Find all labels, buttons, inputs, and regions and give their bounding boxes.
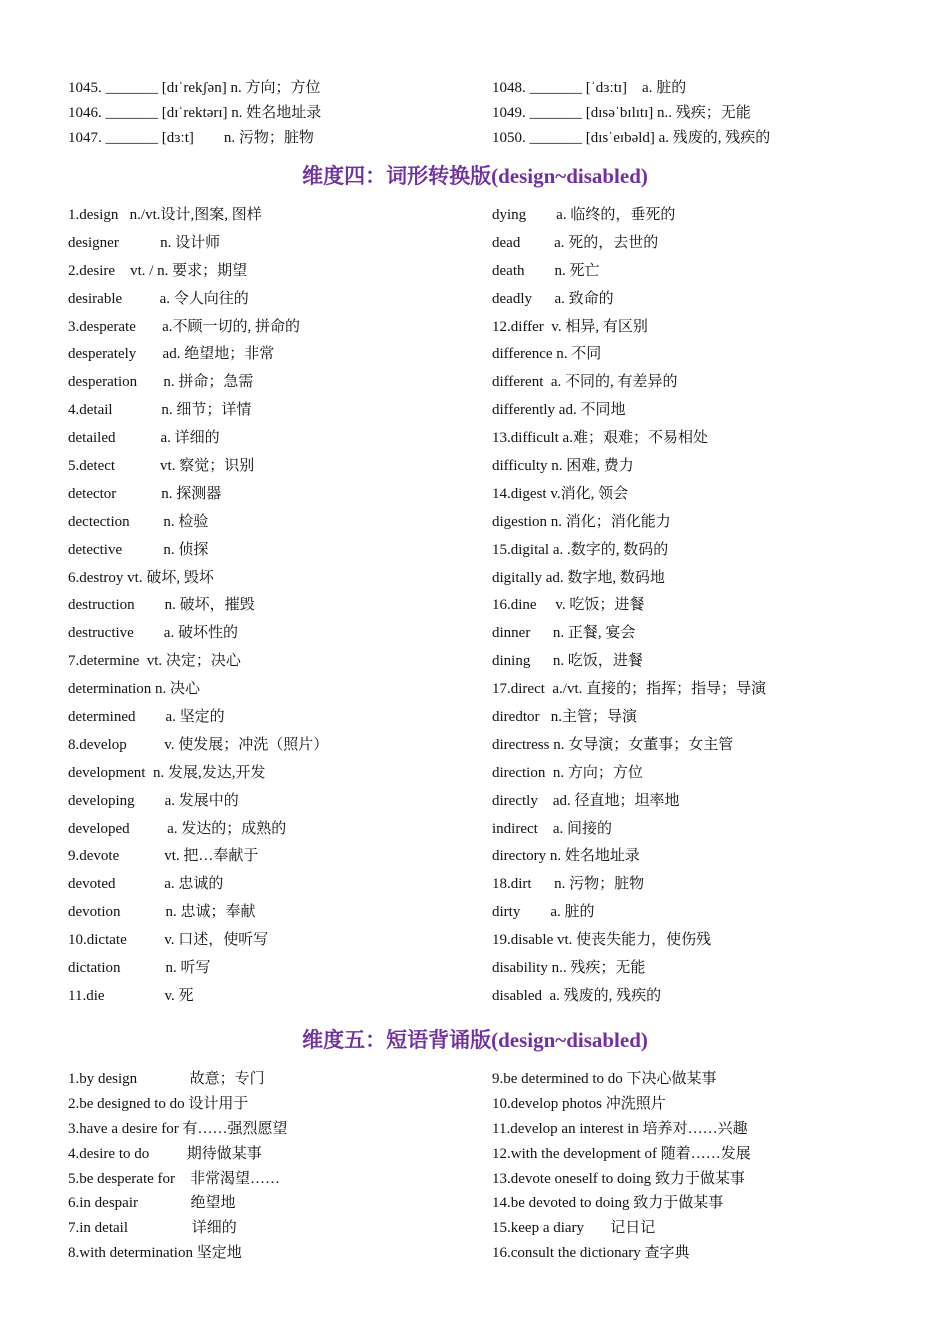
word-form-entry	[68, 676, 478, 704]
word-form-entry	[68, 537, 478, 565]
word-form-entry-text: devotion n. 忠诚；奉献	[68, 904, 256, 921]
word-form-entry-text: 16.dine v. 吃饭；进餐	[492, 597, 645, 614]
word-form-entry-text: deadly a. 致命的	[492, 290, 614, 307]
phrase-entry	[492, 1092, 872, 1117]
word-form-entry-text: 14.digest v.消化, 领会	[492, 485, 629, 502]
word-form-entry	[492, 871, 872, 899]
word-form-entry-text: dying a. 临终的，垂死的	[492, 207, 676, 223]
phrase-entry-text: 2.be designed to do 设计用于	[68, 1095, 249, 1112]
word-form-entry-text: directory n. 姓名地址录	[492, 848, 640, 865]
word-form-entry-text: direction n. 方向；方位	[492, 764, 643, 781]
phrase-entry-text: 12.with the development of 随着……发展	[492, 1145, 751, 1162]
vocab-entry: 1046. _______ [dɪˈrektərɪ] n. 姓名地址录	[68, 105, 322, 121]
vocab-entry: 1047. _______ [dɜːt] n. 污物；脏物	[68, 130, 314, 146]
section4-left-column	[68, 202, 478, 1011]
phrase-entry-text: 3.have a desire for 有……强烈愿望	[68, 1120, 288, 1137]
word-form-entry	[492, 788, 872, 816]
word-form-entry-text: digestion n. 消化；消化能力	[492, 513, 671, 530]
word-form-entry-text: digitally ad. 数字地, 数码地	[492, 569, 665, 586]
word-form-entry	[492, 760, 872, 788]
phrase-entry	[68, 1067, 478, 1092]
word-form-entry	[68, 816, 478, 844]
section4-right-column	[492, 202, 872, 1011]
phrase-entry	[68, 1216, 478, 1241]
word-form-entry	[68, 760, 478, 788]
word-form-entry-text: difference n. 不同	[492, 346, 602, 363]
phrase-entry	[68, 1191, 478, 1216]
word-form-entry	[492, 369, 872, 397]
word-form-entry	[492, 509, 872, 537]
phrase-entry-text: 14.be devoted to doing 致力于做某事	[492, 1195, 724, 1212]
word-form-entry-text: 9.devote vt. 把…奉献于	[68, 848, 259, 865]
word-form-entry	[492, 983, 872, 1011]
vocab-top-right-column	[492, 76, 872, 151]
phrase-entry	[492, 1067, 872, 1092]
section5-right-column	[492, 1067, 872, 1266]
word-form-entry	[68, 258, 478, 286]
word-form-entry	[68, 648, 478, 676]
word-form-entry-text: death n. 死亡	[492, 262, 600, 279]
section5-left-column	[68, 1067, 478, 1266]
word-form-entry-text: determined a. 坚定的	[68, 709, 225, 726]
word-form-entry-text: directly ad. 径直地；坦率地	[492, 792, 680, 809]
phrase-entry	[492, 1142, 872, 1167]
word-form-entry-text: 12.differ v. 相异, 有区别	[492, 318, 648, 335]
word-form-entry	[492, 230, 872, 258]
phrase-entry-text: 16.consult the dictionary 查字典	[492, 1245, 690, 1262]
word-form-entry-text: 18.dirt n. 污物；脏物	[492, 876, 645, 893]
word-form-entry-text: 7.determine vt. 决定；决心	[68, 653, 241, 670]
word-form-entry-text: dinner n. 正餐, 宴会	[492, 625, 636, 642]
word-form-entry-text: disability n.. 残疾；无能	[492, 960, 646, 977]
section4-heading: 维度四：词形转换版(design~disabled)	[302, 164, 648, 188]
word-form-entry-text: difficulty n. 困难, 费力	[492, 458, 634, 475]
phrase-entry	[68, 1142, 478, 1167]
word-form-entry-text: indirect a. 间接的	[492, 820, 612, 837]
word-form-entry	[492, 648, 872, 676]
word-form-entry-text: destructive a. 破坏性的	[68, 625, 238, 642]
word-form-entry-text: desperation n. 拼命；急需	[68, 374, 254, 391]
word-form-entry-text: different a. 不同的, 有差异的	[492, 374, 678, 391]
phrase-entry-text: 11.develop an interest in 培养对……兴趣	[492, 1120, 748, 1137]
phrase-entry-text: 5.be desperate for 非常渴望……	[68, 1170, 281, 1187]
word-form-entry	[492, 565, 872, 593]
word-form-entry	[492, 676, 872, 704]
word-form-entry	[68, 314, 478, 342]
word-form-entry-text: 8.develop v. 使发展；冲洗（照片）	[68, 736, 329, 753]
phrase-entry-text: 6.in despair 绝望地	[68, 1195, 236, 1212]
word-form-entry	[68, 481, 478, 509]
word-form-entry-text: desirable a. 令人向往的	[68, 290, 249, 307]
word-form-entry	[68, 983, 478, 1011]
word-form-entry	[492, 955, 872, 983]
word-form-entry	[492, 620, 872, 648]
phrase-entry-text: 10.develop photos 冲洗照片	[492, 1095, 666, 1112]
word-form-entry-text: 11.die v. 死	[68, 987, 194, 1004]
word-form-entry	[68, 899, 478, 927]
word-form-entry	[492, 202, 872, 230]
word-form-entry	[492, 258, 872, 286]
word-form-entry-text: dirty a. 脏的	[492, 904, 595, 921]
word-form-entry-text: 15.digital a. .数字的, 数码的	[492, 541, 669, 558]
word-form-entry	[68, 955, 478, 983]
phrase-entry	[68, 1092, 478, 1117]
phrase-entry-text: 7.in detail 详细的	[68, 1220, 237, 1237]
word-form-entry	[492, 899, 872, 927]
word-form-entry	[68, 230, 478, 258]
vocab-entry: 1049. _______ [dɪsəˈbɪlɪtɪ] n.. 残疾；无能	[492, 105, 751, 121]
word-form-entry	[68, 425, 478, 453]
word-form-entry	[68, 341, 478, 369]
word-form-entry-text: diredtor n.主管；导演	[492, 709, 637, 726]
word-form-entry-text: detailed a. 详细的	[68, 430, 220, 447]
word-form-entry-text: 13.difficult a.难；艰难；不易相处	[492, 430, 708, 447]
word-form-entry	[492, 592, 872, 620]
word-form-entry-text: destruction n. 破坏，摧毁	[68, 597, 255, 614]
word-form-entry	[492, 314, 872, 342]
word-form-entry-text: dead a. 死的，去世的	[492, 234, 659, 251]
word-form-entry	[68, 732, 478, 760]
word-form-entry	[492, 816, 872, 844]
section5-heading: 维度五：短语背诵版(design~disabled)	[302, 1028, 648, 1052]
phrase-entry	[68, 1241, 478, 1266]
word-form-entry-text: 17.direct a./vt. 直接的；指挥；指导；导演	[492, 681, 767, 698]
phrase-entry	[492, 1167, 872, 1192]
word-form-entry	[68, 397, 478, 425]
word-form-entry-text: 6.destroy vt. 破坏, 毁坏	[68, 569, 214, 586]
phrase-entry	[492, 1117, 872, 1142]
word-form-entry-text: 3.desperate a.不顾一切的, 拼命的	[68, 318, 301, 335]
word-form-entry-text: developed a. 发达的；成熟的	[68, 820, 287, 837]
word-form-entry	[68, 565, 478, 593]
word-form-entry	[68, 592, 478, 620]
word-form-entry	[68, 453, 478, 481]
word-form-entry-text: desperately ad. 绝望地；非常	[68, 346, 275, 363]
word-form-entry-text: dectection n. 检验	[68, 513, 209, 530]
phrase-entry-text: 8.with determination 坚定地	[68, 1245, 242, 1262]
word-form-entry	[492, 286, 872, 314]
word-form-entry-text: disabled a. 残废的, 残疾的	[492, 987, 662, 1004]
word-form-entry	[492, 732, 872, 760]
phrase-entry	[492, 1191, 872, 1216]
word-form-entry	[68, 620, 478, 648]
word-form-entry-text: designer n. 设计师	[68, 234, 221, 251]
word-form-entry	[492, 843, 872, 871]
phrase-entry-text: 15.keep a diary 记日记	[492, 1220, 656, 1237]
phrase-entry-text: 9.be determined to do 下决心做某事	[492, 1071, 717, 1087]
word-form-entry-text: devoted a. 忠诚的	[68, 876, 224, 893]
word-form-entry-text: detective n. 侦探	[68, 541, 209, 558]
phrase-entry	[492, 1216, 872, 1241]
word-form-entry	[68, 927, 478, 955]
word-form-entry	[492, 537, 872, 565]
word-form-entry	[492, 453, 872, 481]
word-form-entry-text: directress n. 女导演；女董事；女主管	[492, 736, 734, 753]
word-form-entry-text: 19.disable vt. 使丧失能力，使伤残	[492, 932, 712, 949]
vocab-entry: 1050. _______ [dɪsˈeɪbəld] a. 残废的, 残疾的	[492, 130, 771, 146]
word-form-entry-text: determination n. 决心	[68, 681, 201, 698]
word-form-entry	[492, 927, 872, 955]
vocab-entry: 1048. _______ [ˈdɜːtɪ] a. 脏的	[492, 80, 687, 96]
word-form-entry-text: 5.detect vt. 察觉；识别	[68, 458, 255, 475]
word-form-entry-text: development n. 发展,发达,开发	[68, 764, 266, 781]
word-form-entry	[68, 788, 478, 816]
word-form-entry-text: 4.detail n. 细节；详情	[68, 402, 252, 419]
phrase-entry	[68, 1167, 478, 1192]
word-form-entry	[492, 481, 872, 509]
phrase-entry-text: 1.by design 故意；专门	[68, 1071, 265, 1087]
vocab-entry: 1045. _______ [dɪˈrekʃən] n. 方向；方位	[68, 80, 321, 96]
word-form-entry-text: detector n. 探测器	[68, 485, 222, 502]
word-form-entry-text: 1.design n./vt.设计,图案, 图样	[68, 207, 262, 223]
word-form-entry	[68, 509, 478, 537]
phrase-entry-text: 4.desire to do 期待做某事	[68, 1145, 262, 1162]
word-form-entry	[68, 202, 478, 230]
word-form-entry-text: developing a. 发展中的	[68, 792, 239, 809]
word-form-entry	[492, 704, 872, 732]
word-form-entry	[492, 397, 872, 425]
word-form-entry-text: dictation n. 听写	[68, 960, 211, 977]
word-form-entry-text: 2.desire vt. / n. 要求；期望	[68, 262, 248, 279]
word-form-entry	[68, 704, 478, 732]
word-form-entry	[68, 286, 478, 314]
word-form-entry-text: 10.dictate v. 口述，使听写	[68, 932, 269, 949]
vocab-top-left-column	[68, 76, 478, 151]
word-form-entry	[68, 843, 478, 871]
word-form-entry	[492, 341, 872, 369]
word-form-entry	[492, 425, 872, 453]
word-form-entry-text: dining n. 吃饭，进餐	[492, 653, 643, 670]
word-form-entry	[68, 871, 478, 899]
phrase-entry	[492, 1241, 872, 1266]
phrase-entry	[68, 1117, 478, 1142]
phrase-entry-text: 13.devote oneself to doing 致力于做某事	[492, 1170, 745, 1187]
word-form-entry	[68, 369, 478, 397]
word-form-entry-text: differently ad. 不同地	[492, 402, 626, 419]
